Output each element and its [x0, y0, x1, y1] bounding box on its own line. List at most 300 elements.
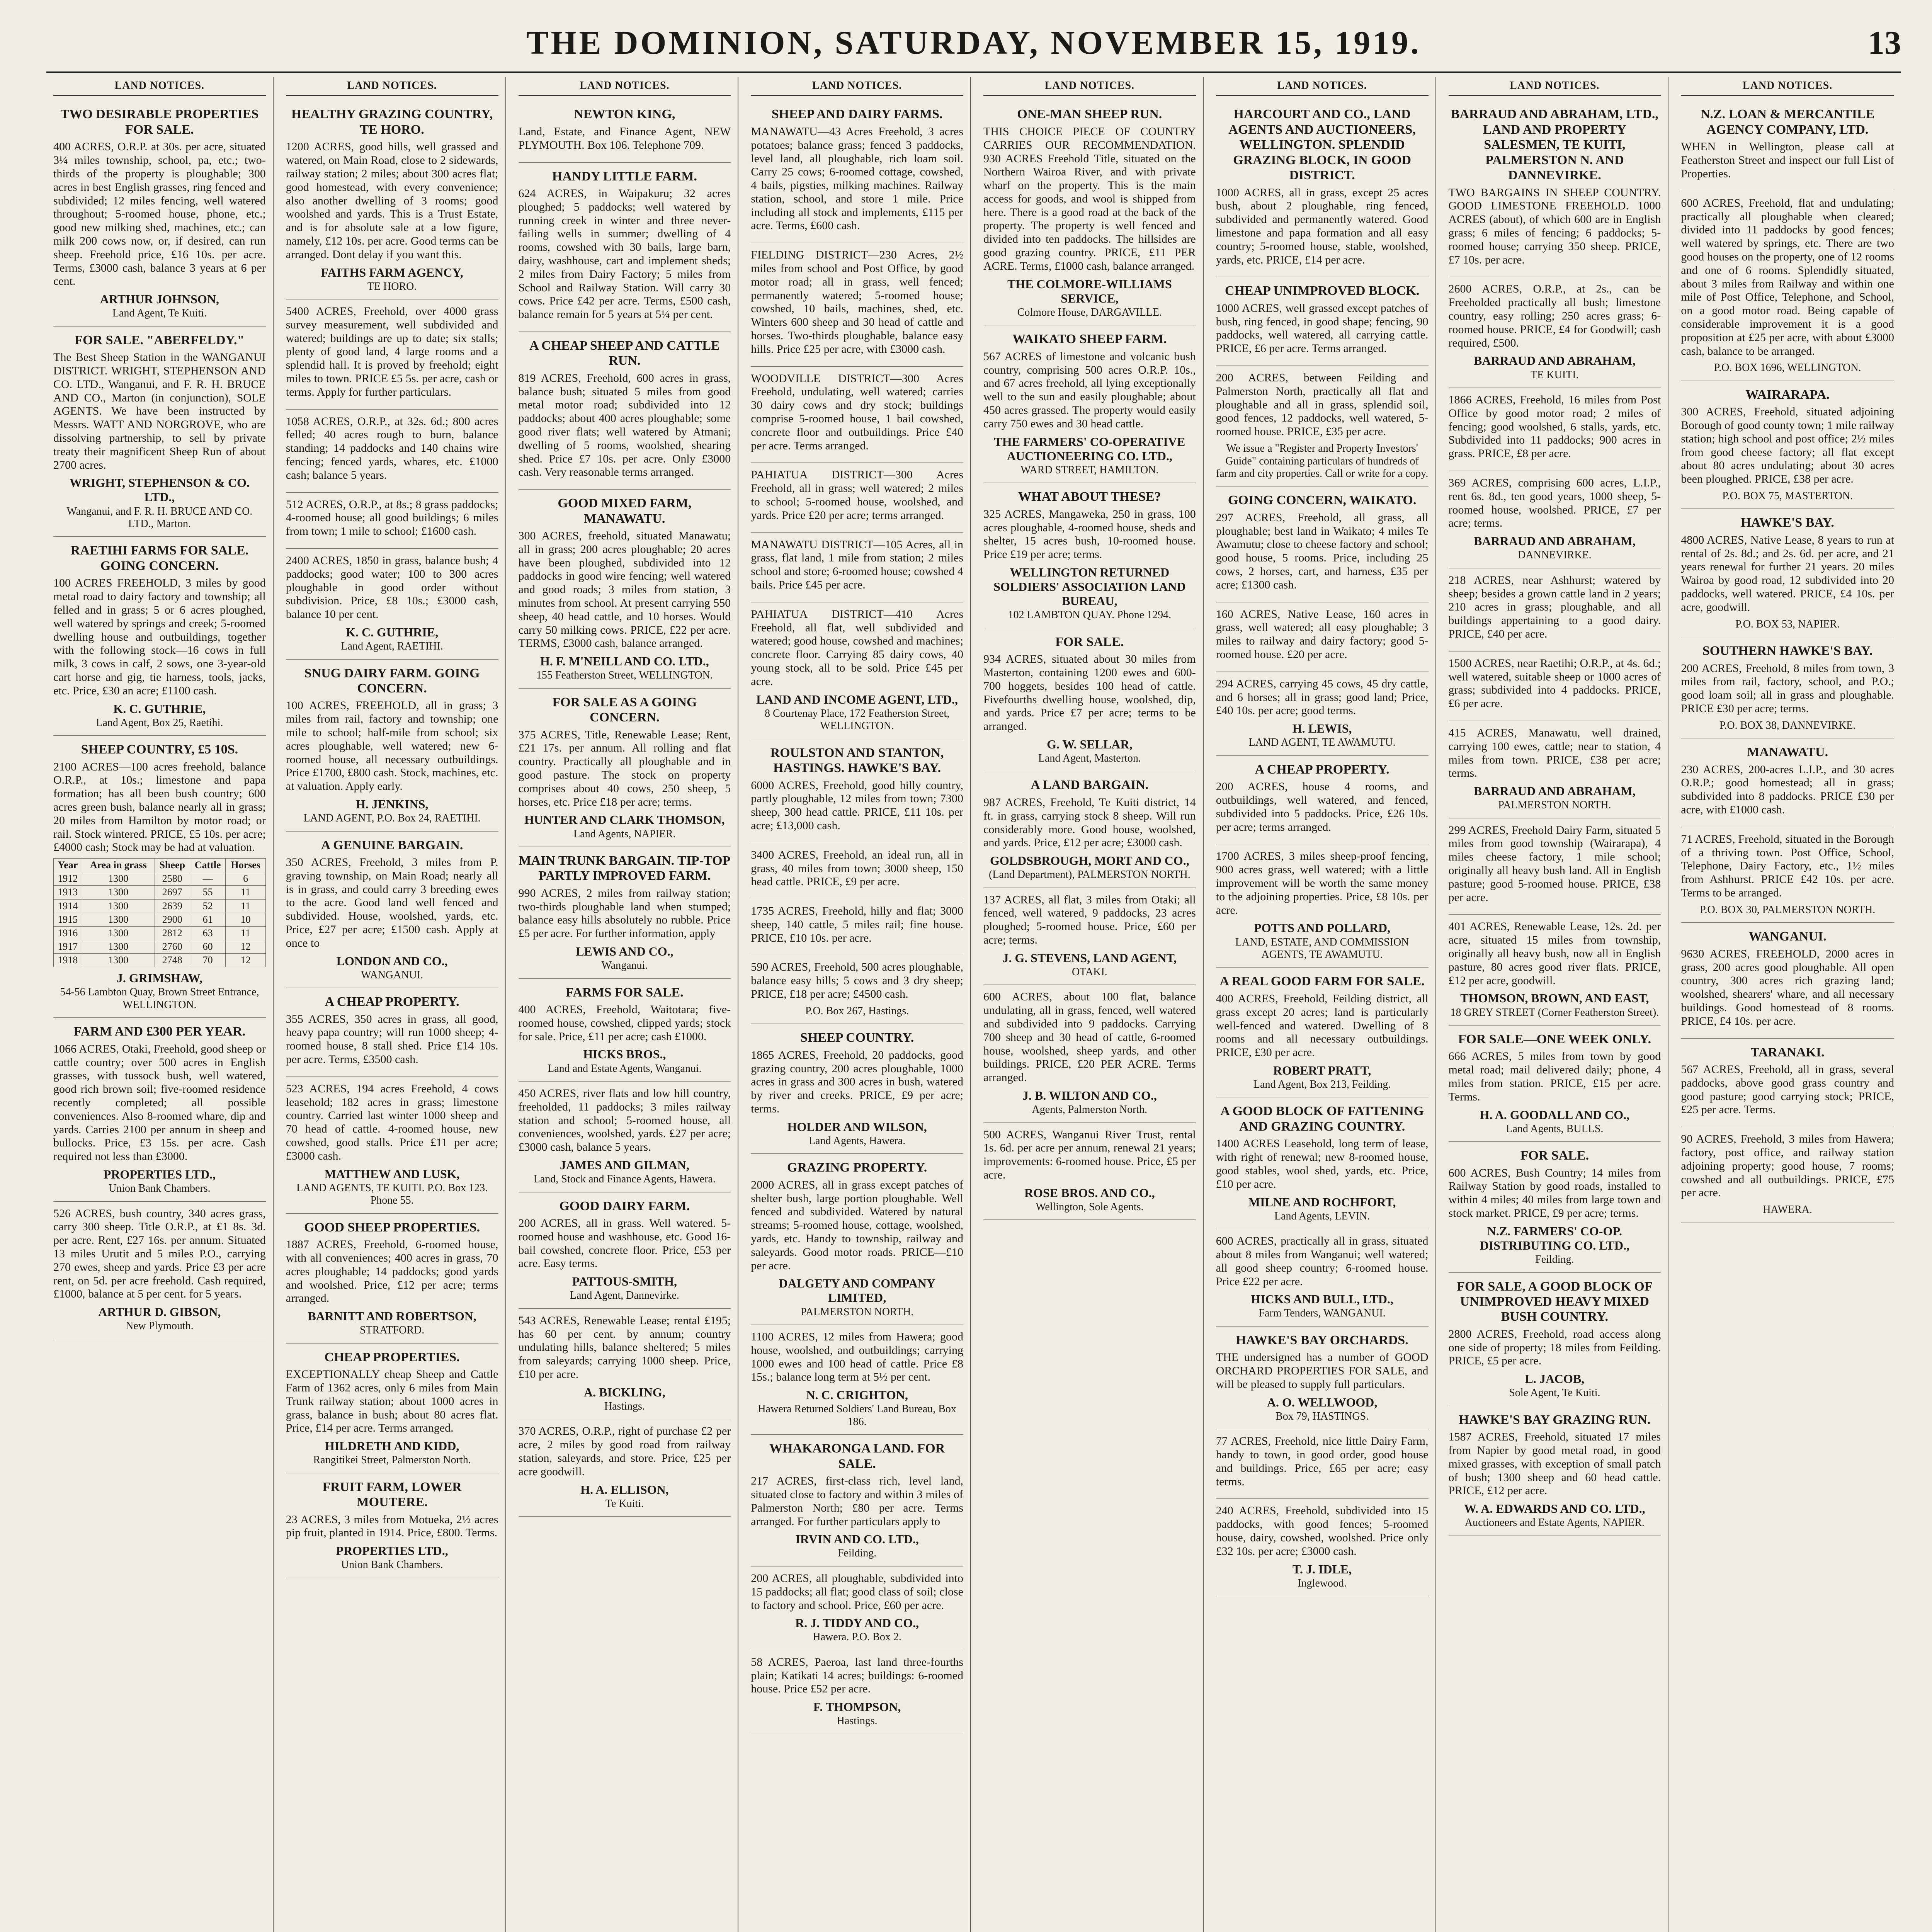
- ad-body: 297 ACRES, Freehold, all grass, all ploughable; best land in Waikato; 4 miles Te Awamutu; close to cheese factory and school; good house, 5 rooms. Price, including 25 cows, 2 horses, cart, and harness, £35 per acre; £1300 cash.: [1216, 511, 1429, 591]
- ad-agent: N. C. CRIGHTON,: [806, 1388, 908, 1402]
- table-cell: 1914: [54, 899, 82, 913]
- ad-body: 400 ACRES, O.R.P. at 30s. per acre, situated 3¼ miles township, school, pa, etc.; two-thirds of the property is ploughable; 300 acres in best English grasses, ring fenced and subdivided; 12 miles fencing, well watered throughout; 5-roomed house, phone, etc.; good new milking shed, machines, etc.; can milk 200 cows now, or, if desired, can run sheep. Freehold price, £16 10s. per acre. Terms, £3000 cash, balance 3 years at 6 per cent.: [53, 140, 266, 288]
- ad-body: 1700 ACRES, 3 miles sheep-proof fencing, 900 acres grass, well watered; with a little improvement will be worth the same money to the adjoining properties. Price, £8 10s. per acre.: [1216, 850, 1429, 917]
- table-row: [54, 913, 266, 926]
- ad-agent: H. F. M'NEILL AND CO. LTD.,: [540, 654, 709, 668]
- ad-title: GOING CONCERN, WAIKATO.: [1228, 493, 1417, 508]
- classified-ad: [983, 888, 1196, 985]
- ad-title: GOOD SHEEP PROPERTIES.: [304, 1220, 480, 1235]
- classified-ad: [286, 988, 498, 1077]
- ad-body: 299 ACRES, Freehold Dairy Farm, situated 5 miles from good township (Wairarapa), 4 miles cheese factory, 1 mile school; originally all heavy bush land. All in English pasture; good 5-roomed house. PRICE, £38 per acre.: [1448, 823, 1661, 904]
- table-cell: 52: [190, 899, 226, 913]
- ad-address: PALMERSTON NORTH.: [1498, 799, 1611, 811]
- ad-body: 500 ACRES, Wanganui River Trust, rental 1s. 6d. per acre per annum, renewal 21 years; improvements: 6-roomed house. Price, £5 per acre.: [983, 1128, 1196, 1181]
- table-cell: 1300: [82, 954, 155, 967]
- classified-ad: [751, 899, 963, 955]
- classified-ad: [751, 843, 963, 899]
- table-cell: 1300: [82, 886, 155, 899]
- classified-ad: [1681, 923, 1894, 1038]
- classified-ad: [1449, 277, 1661, 388]
- table-cell: 1300: [82, 872, 155, 886]
- classified-ad: [1681, 637, 1894, 738]
- table-cell: 11: [226, 899, 265, 913]
- ad-address: Farm Tenders, WANGANUI.: [1259, 1307, 1386, 1320]
- ad-title: WHAKARONGA LAND. FOR SALE.: [769, 1441, 945, 1471]
- classified-ad: [751, 1024, 963, 1154]
- ad-agent: FAITHS FARM AGENCY,: [321, 265, 463, 279]
- ad-agent: GOLDSBROUGH, MORT AND CO.,: [990, 854, 1189, 868]
- ad-body: 300 ACRES, Freehold, situated adjoining Borough of good county town; 1 mile railway station; high school and post office; 2½ miles from good cheese factory; all flat except about 80 acres undulating; about 30 acres been ploughed. PRICE, £38 per acre.: [1681, 405, 1894, 486]
- classified-ad: [1681, 191, 1894, 381]
- ad-agent: L. JACOB,: [1525, 1372, 1585, 1386]
- ad-body: 325 ACRES, Mangaweka, 250 in grass, 100 acres ploughable, 4-roomed house, sheds and shelter, 15 acres bush, 10-roomed house. Price £19 per acre; terms.: [983, 507, 1196, 561]
- ad-body: THE undersigned has a number of GOOD ORCHARD PROPERTIES FOR SALE, and will be pleased to supply full particulars.: [1216, 1351, 1429, 1391]
- ad-body: 543 ACRES, Renewable Lease; rental £195; has 60 per cent. by annum; country undulating hills, balance sheltered; 5 miles from saleyards; carrying 1000 sheep. Price, £10 per acre.: [518, 1314, 731, 1381]
- ad-body: 526 ACRES, bush country, 340 acres grass, carry 300 sheep. Title O.R.P., at £1 8s. 3d. per acre. Rent, £27 16s. per annum. Situated 13 miles Urutit and 5 miles P.O., carrying 270 ewes, sheep and yards. Price £3 per acre rent, on 5d. per acre freehold. Cash required, £1000, balance at 5 per cent. for 5 years.: [53, 1207, 266, 1301]
- table-row: [54, 899, 266, 913]
- ad-body: 1865 ACRES, Freehold, 20 paddocks, good grazing country, 200 acres ploughable, 1000 acres in grass and 300 acres in bush, watered by river and creeks. PRICE, £9 per acre; terms.: [751, 1048, 963, 1115]
- ad-title: WAIKATO SHEEP FARM.: [1012, 332, 1167, 347]
- ad-address: Land Agents, Hawera.: [808, 1134, 906, 1147]
- table-row: [54, 926, 266, 940]
- ad-title: MAIN TRUNK BARGAIN. TIP-TOP PARTLY IMPROVED FARM.: [519, 854, 731, 883]
- classified-ad: [519, 1419, 731, 1517]
- classified-ad: [53, 1202, 266, 1339]
- ad-address: OTAKI.: [1071, 966, 1107, 978]
- ad-body: 200 ACRES, house 4 rooms, and outbuildings, well watered, and fenced, subdivided into 5 paddocks. Price, £26 10s. per acre; terms arranged.: [1216, 780, 1429, 833]
- ad-agent: BARRAUD AND ABRAHAM,: [1474, 354, 1636, 368]
- ad-address: 54-56 Lambton Quay, Brown Street Entrance, WELLINGTON.: [60, 986, 259, 1011]
- ad-agent: K. C. GUTHRIE,: [113, 701, 206, 716]
- ad-body: 23 ACRES, 3 miles from Motueka, 2½ acres pip fruit, planted in 1914. Price, £800. Terms.: [286, 1513, 498, 1539]
- ad-body: 934 ACRES, situated about 30 miles from Masterton, containing 1200 ewes and 600-700 hoggets, besides 100 head of cattle. Fivefourths dwelling house, woolshed, dip, and yards. Price £7 per acre; terms to be arranged.: [983, 653, 1196, 733]
- classified-ad: [751, 1650, 963, 1734]
- ad-body: 1200 ACRES, good hills, well grassed and watered, on Main Road, close to 2 sidewards, railway station; 2 miles; about 300 acres flat; good homestead, with every convenience; also another dwelling of 3 rooms; good woolshed and yards. This is a Trust Estate, and is for absolute sale at a low figure, namely, £12 10s. per acre. Good terms can be arranged. Dont delay if you want this.: [286, 140, 498, 261]
- classified-ad: [1449, 651, 1661, 721]
- ad-body: PAHIATUA DISTRICT—410 Acres Freehold, all flat, well subdivided and watered; good house, cowshed and machines; concrete floor. Carrying 85 dairy cows, 40 young stock, all to be sold. Price £45 per acre.: [751, 607, 963, 688]
- classified-ad: [286, 832, 498, 988]
- ad-agent: H. JENKINS,: [355, 797, 429, 811]
- ad-title: FRUIT FARM, LOWER MOUTERE.: [322, 1480, 462, 1510]
- classified-ad: [1216, 672, 1429, 756]
- ad-body: 600 ACRES, Freehold, flat and undulating; practically all ploughable when cleared; divided into 11 paddocks by good fences; well watered by springs, etc. There are two good houses on the property, one of 12 rooms and one of 6 rooms. Splendidly situated, about 3 miles from Railway and within one mile of Post Office, Telephone, and School, on a good motor road. Being capable of considerable improvement it is a good proposition at £25 per acre, with about £3000 cash, balance to be arranged.: [1681, 196, 1894, 357]
- ad-address: (Land Department), PALMERSTON NORTH.: [989, 869, 1190, 881]
- classified-ad: [751, 367, 963, 463]
- ad-title: FOR SALE AS A GOING CONCERN.: [552, 695, 697, 725]
- classified-ad: [1681, 509, 1894, 637]
- table-cell: 12: [226, 954, 265, 967]
- ad-address: Hawera Returned Soldiers' Land Bureau, Box 186.: [758, 1403, 956, 1428]
- column-heading: LAND NOTICES.: [1216, 77, 1429, 96]
- ad-body: 600 ACRES, Bush Country; 14 miles from Railway Station by good roads, installed to within 4 miles; 40 miles from large town and stock market. PRICE, £9 per acre; terms.: [1448, 1166, 1661, 1220]
- ad-title: HAWKE'S BAY ORCHARDS.: [1236, 1333, 1408, 1347]
- classified-ad: [286, 100, 498, 299]
- ad-address: WARD STREET, HAMILTON.: [1020, 464, 1159, 476]
- ad-agent: J. G. STEVENS, LAND AGENT,: [1002, 951, 1177, 965]
- classified-ad: [519, 1309, 731, 1420]
- ad-body: 990 ACRES, 2 miles from railway station; two-thirds ploughable land when stumped; balance easy hills absolutely no rubble. Price £5 per acre. For further information, apply: [518, 886, 731, 940]
- table-header-cell: Horses: [226, 859, 265, 872]
- ad-address: P.O. BOX 38, DANNEVIRKE.: [1719, 719, 1856, 731]
- table-cell: 1917: [54, 940, 82, 954]
- classified-ad: [751, 1566, 963, 1650]
- classified-ad: [1216, 486, 1429, 602]
- ad-body: 401 ACRES, Renewable Lease, 12s. 2d. per acre, situated 15 miles from township, originally all heavy bush, now all in English pasture, 80 acres good river flats. PRICE, £12 per acre, goodwill.: [1448, 920, 1661, 987]
- table-cell: 70: [190, 954, 226, 967]
- classified-ad: [286, 410, 498, 493]
- ad-title: A REAL GOOD FARM FOR SALE.: [1219, 974, 1425, 989]
- classified-ad: [519, 847, 731, 979]
- ad-title: SHEEP COUNTRY.: [800, 1031, 914, 1045]
- ad-agent: MILNE AND ROCHFORT,: [1248, 1195, 1396, 1209]
- ad-title: N.Z. LOAN & MERCANTILE AGENCY COMPANY, LTD.: [1700, 107, 1875, 137]
- ad-body: Land, Estate, and Finance Agent, NEW PLYMOUTH. Box 106. Telephone 709.: [518, 125, 731, 151]
- ad-address: Land Agent, Box 25, Raetihi.: [96, 716, 223, 729]
- table-cell: 60: [190, 940, 226, 954]
- ad-address: WANGANUI.: [361, 969, 423, 981]
- ad-agent: HICKS BROS.,: [583, 1047, 666, 1061]
- ad-body: 2400 ACRES, 1850 in grass, balance bush; 4 paddocks; good water; 100 to 300 acres ploughable in good order without subdivision. Price, £8 10s.; £3000 cash, balance 10 per cent.: [286, 554, 498, 621]
- table-header-row: [54, 859, 266, 872]
- ad-agent: MATTHEW AND LUSK,: [324, 1167, 460, 1181]
- table-cell: 2639: [155, 899, 190, 913]
- ad-title: FOR SALE.: [1055, 634, 1124, 649]
- ad-title: SNUG DAIRY FARM. GOING CONCERN.: [304, 666, 480, 696]
- ad-body: 370 ACRES, O.R.P., right of purchase £2 per acre, 2 miles by good road from railway station, saleyards, and store. Price, £25 per acre goodwill.: [518, 1425, 731, 1478]
- ad-address: P.O. BOX 53, NAPIER.: [1735, 618, 1840, 630]
- table-cell: 6: [226, 872, 265, 886]
- table-cell: 61: [190, 913, 226, 926]
- ad-address: We issue a "Register and Property Investors' Guide" containing particulars of hundreds of farm and city properties. Call or write for a copy.: [1216, 442, 1429, 480]
- classified-ad: [983, 628, 1196, 772]
- ad-agent: THOMSON, BROWN, AND EAST,: [1460, 991, 1649, 1005]
- ad-agent: T. J. IDLE,: [1293, 1562, 1352, 1576]
- ad-address: 18 GREY STREET (Corner Featherston Street).: [1450, 1006, 1659, 1019]
- ad-address: Hawera. P.O. Box 2.: [813, 1631, 901, 1643]
- ad-title: MANAWATU.: [1747, 745, 1828, 760]
- ad-agent: WELLINGTON RETURNED SOLDIERS' ASSOCIATION LAND BUREAU,: [993, 565, 1186, 608]
- ad-title: HEALTHY GRAZING COUNTRY, TE HORO.: [291, 107, 493, 137]
- ad-body: 450 ACRES, river flats and low hill country, freeholded, 11 paddocks; 3 miles railway station and school; 5-roomed house, all conveniences, woolshed, yards. £27 per acre; £3000 cash, balance 5 years.: [518, 1087, 731, 1154]
- classified-ad: [286, 1473, 498, 1578]
- table-cell: 1916: [54, 926, 82, 940]
- ad-title: NEWTON KING,: [574, 107, 675, 122]
- ad-body: 4800 ACRES, Native Lease, 8 years to run at rental of 2s. 8d.; and 2s. 6d. per acre, and 21 years renewal for further 21 years. 20 miles Wairoa by good road, 12 subdivided into 20 paddocks, well watered. PRICE, £4 10s. per acre, goodwill.: [1681, 533, 1894, 614]
- ad-body: 1500 ACRES, near Raetihi; O.R.P., at 4s. 6d.; well watered, suitable sheep or 1000 acres of grass; subdivided into 4 paddocks. PRICE, £6 per acre.: [1448, 656, 1661, 710]
- ad-body: 567 ACRES of limestone and volcanic bush country, comprising 500 acres O.R.P. 10s., and 67 acres freehold, all lying exceptionally well to the sun and easily ploughable; about 450 acres grassed. The property would easily carry 750 ewes and 30 head cattle.: [983, 350, 1196, 430]
- ad-title: BARRAUD AND ABRAHAM, LTD., LAND AND PROPERTY SALESMEN, TE KUITI, PALMERSTON N. AND DANNEVIRKE.: [1451, 107, 1658, 183]
- ad-title: ROULSTON AND STANTON, HASTINGS. HAWKE'S BAY.: [770, 745, 944, 776]
- classified-ad: [1449, 1406, 1661, 1536]
- ad-agent: PROPERTIES LTD.,: [336, 1544, 448, 1558]
- table-header-cell: Year: [54, 859, 82, 872]
- column-3: [512, 77, 739, 1932]
- classified-ad: [286, 1077, 498, 1214]
- ad-address: P.O. Box 267, Hastings.: [805, 1005, 909, 1017]
- ad-body: 137 ACRES, all flat, 3 miles from Otaki; all fenced, well watered, 9 paddocks, 23 acres ploughed; 5-roomed house. Price, £60 per acre; terms.: [983, 893, 1196, 947]
- classified-ad: [1449, 1026, 1661, 1142]
- ad-body: 375 ACRES, Title, Renewable Lease; Rent, £21 17s. per annum. All rolling and flat country. Practically all ploughable and in good pasture. The stock on property comprises about 40 cows, 250 sheep, 5 horses, etc. Price £18 per acre; terms.: [518, 728, 731, 808]
- ad-body: TWO BARGAINS IN SHEEP COUNTRY. GOOD LIMESTONE FREEHOLD. 1000 ACRES (about), of which 600 are in English grass; 6 miles of fencing; 6 paddocks; 5-roomed house; carrying 350 sheep. PRICE, £7 10s. per acre.: [1448, 186, 1661, 266]
- masthead-rule: [46, 71, 1901, 73]
- classified-ad: [751, 602, 963, 739]
- ad-address: Land Agents, BULLS.: [1506, 1122, 1604, 1135]
- ad-body: 218 ACRES, near Ashhurst; watered by sheep; besides a grown cattle land in 2 years; 210 acres in grass; ploughable, and all buildings appertaining to a good dairy. PRICE, £40 per acre.: [1448, 573, 1661, 640]
- ad-title: A CHEAP SHEEP AND CATTLE RUN.: [529, 338, 720, 368]
- classified-ad: [1449, 915, 1661, 1026]
- ad-agent: A. BICKLING,: [584, 1385, 665, 1399]
- ad-agent: THE COLMORE-WILLIAMS SERVICE,: [1007, 277, 1172, 305]
- ad-address: PALMERSTON NORTH.: [800, 1306, 914, 1318]
- ad-address: LAND, ESTATE, AND COMMISSION AGENTS, TE AWAMUTU.: [1235, 936, 1409, 961]
- ad-body: 1866 ACRES, Freehold, 16 miles from Post Office by good motor road; 2 miles of fencing; good woolshed, 6 stalls, yards, etc. Subdivided into 11 paddocks; 900 acres in grass. PRICE, £8 per acre.: [1448, 393, 1661, 460]
- ad-address: Feilding.: [1535, 1253, 1574, 1266]
- table-cell: 1918: [54, 954, 82, 967]
- ad-address: Land Agents, NAPIER.: [573, 828, 676, 840]
- classified-ad: [1681, 1039, 1894, 1128]
- ad-title: SHEEP COUNTRY, £5 10S.: [81, 742, 238, 757]
- classified-ad: [751, 100, 963, 243]
- classified-ad: [519, 1082, 731, 1192]
- table-cell: 10: [226, 913, 265, 926]
- ad-title: HARCOURT AND CO., LAND AGENTS AND AUCTIONEERS, WELLINGTON. SPLENDID GRAZING BLOCK, IN GOOD DISTRICT.: [1228, 107, 1416, 183]
- ad-body: 294 ACRES, carrying 45 cows, 45 dry cattle, and 6 horses; all in grass; good land; Price, £40 10s. per acre; good terms.: [1216, 677, 1429, 717]
- column-4: [744, 77, 971, 1932]
- ad-body: 1887 ACRES, Freehold, 6-roomed house, with all conveniences; 400 acres in grass, 70 acres ploughable; 14 paddocks; good yards and woolshed. Price, £12 per acre; terms arranged.: [286, 1238, 498, 1305]
- ad-agent: THE FARMERS' CO-OPERATIVE AUCTIONEERING CO. LTD.,: [994, 434, 1185, 463]
- classified-ad: [519, 979, 731, 1082]
- ad-body: 217 ACRES, first-class rich, level land, situated close to factory and within 3 miles of Palmerston North; £80 per acre. Terms arranged. For further particulars apply to: [751, 1475, 963, 1528]
- ad-address: TE KUITI.: [1531, 369, 1579, 381]
- classified-ad: [1449, 1142, 1661, 1272]
- ad-body: 1000 ACRES, well grassed except patches of bush, ring fenced, in good shape; fencing, 90 paddocks, well watered, all carrying cattle. PRICE, £6 per acre. Terms arranged.: [1216, 301, 1429, 355]
- ad-title: SHEEP AND DAIRY FARMS.: [771, 107, 943, 122]
- ad-body: 1400 ACRES Leasehold, long term of lease, with right of renewal; new 8-roomed house, good stables, wool shed, yards, etc. Price, £10 per acre.: [1216, 1137, 1429, 1190]
- ad-body: 9630 ACRES, FREEHOLD, 2000 acres in grass, 200 acres good ploughable. All open country, 300 acres rich grazing land; woolshed, shearers' whare, and all necessary buildings. Good homestead of 8 rooms. PRICE, £4 10s. per acre.: [1681, 947, 1894, 1027]
- ad-agent: W. A. EDWARDS AND CO. LTD.,: [1464, 1502, 1645, 1516]
- ad-agent: DALGETY AND COMPANY LIMITED,: [779, 1276, 935, 1305]
- classified-ad: [53, 537, 266, 736]
- ad-title: TARANAKI.: [1750, 1045, 1825, 1060]
- classified-ad: [1681, 738, 1894, 827]
- classified-ad: [519, 689, 731, 847]
- ad-address: Te Kuiti.: [605, 1497, 644, 1510]
- ad-body: 200 ACRES, Freehold, 8 miles from town, 3 miles from rail, factory, school, and P.O.; good loam soil; all in grass and ploughable. PRICE £30 per acre; terms.: [1681, 662, 1894, 715]
- classified-ad: [1449, 721, 1661, 818]
- classified-ad: [53, 736, 266, 1018]
- ad-title: CHEAP UNIMPROVED BLOCK.: [1225, 284, 1420, 298]
- classified-ad: [519, 490, 731, 689]
- table-cell: 2748: [155, 954, 190, 967]
- ad-address: Agents, Palmerston North.: [1032, 1104, 1148, 1116]
- table-cell: 1300: [82, 913, 155, 926]
- ad-agent: H. LEWIS,: [1292, 721, 1352, 736]
- ad-agent: G. W. SELLAR,: [1047, 737, 1133, 751]
- classified-ad: [983, 1123, 1196, 1220]
- classified-ad: [751, 739, 963, 843]
- ad-body: 200 ACRES, all in grass. Well watered. 5-roomed house and washhouse, etc. Good 16-bail cowshed, concrete floor. Price, £53 per acre. Easy terms.: [518, 1217, 731, 1270]
- ad-title: A GOOD BLOCK OF FATTENING AND GRAZING COUNTRY.: [1220, 1104, 1424, 1134]
- table-header-cell: Area in grass: [82, 859, 155, 872]
- ad-address: DANNEVIRKE.: [1518, 549, 1592, 561]
- ad-agent: WRIGHT, STEPHENSON & CO. LTD.,: [69, 476, 250, 504]
- classified-ad: [286, 1344, 498, 1473]
- ad-address: Inglewood.: [1298, 1577, 1347, 1589]
- ad-agent: H. A. GOODALL AND CO.,: [1480, 1107, 1630, 1122]
- ad-body: 600 ACRES, about 100 flat, balance undulating, all in grass, fenced, well watered and subdivided into 9 paddocks. Carrying 700 sheep and 30 head of cattle, 6-roomed house, woolshed, sheep yards, and other buildings. PRICE, £20 PER ACRE. Terms arranged.: [983, 990, 1196, 1084]
- ad-agent: BARRAUD AND ABRAHAM,: [1474, 534, 1636, 548]
- ad-body: 160 ACRES, Native Lease, 160 acres in grass, well watered; all easy ploughable; 3 miles to railway and dairy factory; good 5-roomed house. £20 per acre.: [1216, 607, 1429, 661]
- classified-ad: [1216, 366, 1429, 486]
- classified-ad: [519, 100, 731, 162]
- ad-address: P.O. BOX 75, MASTERTON.: [1722, 490, 1853, 502]
- ad-agent: A. O. WELLWOOD,: [1267, 1395, 1378, 1409]
- ad-agent: LEWIS AND CO.,: [576, 944, 673, 959]
- newspaper-title: THE DOMINION, SATURDAY, NOVEMBER 15, 1919.: [526, 24, 1421, 61]
- classified-ad: [983, 771, 1196, 888]
- classified-ad: [1449, 471, 1661, 568]
- ad-agent: IRVIN AND CO. LTD.,: [795, 1532, 919, 1546]
- ad-agent: JAMES AND GILMAN,: [560, 1158, 689, 1172]
- ad-address: LAND AGENT, P.O. Box 24, RAETIHI.: [303, 812, 481, 825]
- ad-body: THIS CHOICE PIECE OF COUNTRY CARRIES OUR RECOMMENDATION. 930 ACRES Freehold Title, situated on the Northern Wairoa River, and with private wharf on the property. This is the main access for goods, and wool is shipped from here. There is a good road at the back of the property. The property is well fenced and divided into ten paddocks. The hillsides are good grazing country. PRICE, £11 PER ACRE. Terms, £1000 cash, balance arranged.: [983, 125, 1196, 272]
- ad-title: TWO DESIRABLE PROPERTIES FOR SALE.: [60, 107, 259, 137]
- ad-body: WOODVILLE DISTRICT—300 Acres Freehold, undulating, well watered; carries 30 dairy cows and dry stock; buildings comprise 5-roomed house, 1 bail cowshed, concrete floor and outbuildings. Price £40 per acre. Terms arranged.: [751, 372, 963, 452]
- ad-body: 77 ACRES, Freehold, nice little Dairy Farm, handy to town, in good order, good house and buildings. Price, £65 per acre; easy terms.: [1216, 1435, 1429, 1488]
- classified-ad: [1216, 844, 1429, 968]
- ad-body: 58 ACRES, Paeroa, last land three-fourths plain; Katikati 14 acres; buildings: 6-roomed house. Price £52 per acre.: [751, 1655, 963, 1696]
- ad-body: 1058 ACRES, O.R.P., at 32s. 6d.; 800 acres felled; 40 acres rough to burn, balance standing; 14 paddocks and 140 chains wire fencing; fenced yards, whares, etc. £1000 cash; balance 5 years.: [286, 415, 498, 481]
- classified-ad: [751, 1154, 963, 1325]
- stock-table: [53, 858, 266, 967]
- ad-agent: J. GRIMSHAW,: [116, 971, 202, 985]
- ad-title: A LAND BARGAIN.: [1031, 778, 1149, 793]
- ad-title: RAETIHI FARMS FOR SALE. GOING CONCERN.: [70, 543, 249, 573]
- ad-address: P.O. BOX 1696, WELLINGTON.: [1714, 362, 1861, 374]
- ad-body: FIELDING DISTRICT—230 Acres, 2½ miles from school and Post Office, by good motor road; all in grass, well fenced; permanently watered; 5-roomed house; cowshed, 10 bails, machines, shed, etc. Winters 600 sheep and 30 head of cattle and horses. Two-thirds ploughable, balance easy hills. Price £25 per acre, with £3000 cash.: [751, 248, 963, 355]
- classified-ad: [751, 955, 963, 1024]
- table-cell: 11: [226, 926, 265, 940]
- classified-ad: [751, 1435, 963, 1566]
- ad-title: HANDY LITTLE FARM.: [552, 169, 697, 184]
- column-2: [279, 77, 506, 1932]
- classified-ad: [286, 1214, 498, 1344]
- ad-title: WHAT ABOUT THESE?: [1018, 490, 1161, 504]
- classified-ad: [286, 299, 498, 410]
- table-cell: 1300: [82, 899, 155, 913]
- table-cell: 2697: [155, 886, 190, 899]
- ad-agent: J. B. WILTON AND CO.,: [1022, 1088, 1157, 1103]
- table-cell: 2900: [155, 913, 190, 926]
- ad-address: 102 LAMBTON QUAY. Phone 1294.: [1008, 609, 1172, 621]
- ad-address: Rangitikei Street, Palmerston North.: [313, 1454, 471, 1466]
- classified-ad: [53, 100, 266, 326]
- ad-title: FARMS FOR SALE.: [566, 985, 684, 1000]
- ad-agent: HUNTER AND CLARK THOMSON,: [524, 813, 725, 827]
- ad-title: WANGANUI.: [1748, 929, 1827, 944]
- ad-agent: ARTHUR JOHNSON,: [100, 292, 219, 306]
- classified-ad: [1216, 968, 1429, 1097]
- ad-address: Land Agent, Dannevirke.: [570, 1289, 679, 1302]
- ad-agent: N.Z. FARMERS' CO-OP. DISTRIBUTING CO. LTD.,: [1480, 1224, 1630, 1252]
- classified-ad: [983, 985, 1196, 1122]
- column-1: [46, 77, 274, 1932]
- ad-address: Land Agent, Masterton.: [1038, 752, 1141, 765]
- classified-ad: [1681, 381, 1894, 509]
- masthead: [46, 23, 1901, 66]
- ad-address: Hastings.: [604, 1400, 645, 1412]
- ad-body: 100 ACRES, FREEHOLD, all in grass; 3 miles from rail, factory and township; one mile to school; half-mile from school; six acres ploughable, well watered; new 6-roomed house, all necessary outbuildings. Price £1700, £800 cash. Stock, machines, etc. at valuation. Apply early.: [286, 699, 498, 793]
- ad-body: 400 ACRES, Freehold, Waitotara; five-roomed house, cowshed, clipped yards; stock for sale. Price, £11 per acre; cash £1000.: [518, 1003, 731, 1043]
- table-row: [54, 886, 266, 899]
- column-heading: LAND NOTICES.: [1681, 77, 1894, 96]
- ad-body: 1066 ACRES, Otaki, Freehold, good sheep or cattle country; over 500 acres in English grasses, with tussock bush, well watered, good rich brown soil; five-roomed residence recently completed; all possible conveniences. Also 8-roomed whare, dip and yards. Carries 2100 per annum in sheep and bullocks. Price, £3 15s. per acre. Cash required not less than £3000.: [53, 1042, 266, 1163]
- ad-body: 3400 ACRES, Freehold, an ideal run, all in grass, 40 miles from town; 3000 sheep, 150 head cattle. PRICE, £9 per acre.: [751, 848, 963, 888]
- ad-body: 71 ACRES, Freehold, situated in the Borough of a thriving town. Post Office, School, Telephone, Dairy Factory, etc., 1½ miles from Ashhurst. PRICE £42 10s. per acre. Terms to be arranged.: [1681, 832, 1894, 900]
- classified-ad: [286, 549, 498, 660]
- table-cell: —: [190, 872, 226, 886]
- ad-agent: PROPERTIES LTD.,: [103, 1167, 216, 1181]
- ad-address: Land and Estate Agents, Wanganui.: [548, 1062, 702, 1075]
- page-number: 13: [1868, 24, 1901, 61]
- ad-title: A CHEAP PROPERTY.: [1255, 762, 1389, 777]
- column-heading: LAND NOTICES.: [53, 77, 266, 96]
- ad-body: 2100 ACRES—100 acres freehold, balance O.R.P., at 10s.; limestone and papa formation; has all been bush country; 600 acres green bush, balance nearly all in grass; 20 miles from Hamilton by motor road; or rail. Stock wintered. PRICE, £5 10s. per acre; £4000 cash; Stock may be had at valuation.: [53, 760, 266, 854]
- ad-address: Land, Stock and Finance Agents, Hawera.: [533, 1173, 716, 1185]
- ad-body: 2600 ACRES, O.R.P., at 2s., can be Freeholded practically all bush; limestone country, easy rolling; 250 acres grass; 6-roomed house. PRICE, £4 for Goodwill; cash required, £500.: [1448, 282, 1661, 349]
- ad-address: Feilding.: [837, 1547, 877, 1560]
- ad-title: HAWKE'S BAY.: [1741, 515, 1834, 530]
- ad-address: Wanganui, and F. R. H. BRUCE AND CO. LTD., Marton.: [66, 505, 253, 530]
- table-cell: 12: [226, 940, 265, 954]
- column-heading: LAND NOTICES.: [751, 77, 963, 96]
- column-6: [1209, 77, 1436, 1932]
- ad-body: 590 ACRES, Freehold, 500 acres ploughable, balance easy hills; 5 cows and 3 dry sheep; PRICE, £18 per acre; £4500 cash.: [751, 961, 963, 1001]
- classified-ad: [1216, 602, 1429, 672]
- classified-ad: [1449, 388, 1661, 471]
- ad-address: Union Bank Chambers.: [341, 1559, 443, 1571]
- classified-ad: [519, 1192, 731, 1309]
- table-row: [54, 872, 266, 886]
- ad-agent: HICKS AND BULL, LTD.,: [1251, 1292, 1393, 1306]
- ad-address: New Plymouth.: [125, 1320, 194, 1332]
- ad-body: 369 ACRES, comprising 600 acres, L.I.P., rent 6s. 8d., ten good years, 1000 sheep, 5-roomed house, woolshed. PRICE, £7 per acre; terms.: [1448, 476, 1661, 530]
- ad-address: HAWERA.: [1763, 1204, 1812, 1216]
- column-heading: LAND NOTICES.: [983, 77, 1196, 96]
- table-cell: 1912: [54, 872, 82, 886]
- ad-body: MANAWATU—43 Acres Freehold, 3 acres potatoes; balance grass; fenced 3 paddocks, level land, all ploughable, rich loam soil. Carry 25 cows; 6-roomed cottage, cowshed, 4 bails, pigsties, milking machines. Railway station, school, and store 1 mile. Price including all stock and implements, £115 per acre. Terms, £600 cash.: [751, 125, 963, 232]
- ad-body: 2800 ACRES, Freehold, road access along one side of property; 18 miles from Feilding. PRICE, £5 per acre.: [1448, 1327, 1661, 1367]
- classified-ad: [286, 493, 498, 549]
- table-row: [54, 954, 266, 967]
- classified-ad: [1449, 568, 1661, 651]
- classified-ad: [1216, 1097, 1429, 1229]
- ad-body: 200 ACRES, between Feilding and Palmerston North, practically all flat and ploughable and all in grass, splendid soil, good fences, 12 paddocks, well watered, 5-roomed house. PRICE, £35 per acre.: [1216, 371, 1429, 438]
- classified-ad: [1449, 1273, 1661, 1406]
- classified-ad: [751, 463, 963, 532]
- table-header-cell: Cattle: [190, 859, 226, 872]
- table-cell: 1300: [82, 926, 155, 940]
- ad-title: FOR SALE. "ABERFELDY.": [75, 333, 245, 347]
- ad-address: Sole Agent, Te Kuiti.: [1509, 1387, 1600, 1399]
- classified-ad: [1216, 100, 1429, 277]
- ad-agent: LONDON AND CO.,: [336, 954, 448, 968]
- table-cell: 55: [190, 886, 226, 899]
- classified-ad: [983, 100, 1196, 325]
- ad-address: LAND AGENTS, TE KUITI. P.O. Box 123. Phone 55.: [296, 1182, 488, 1207]
- classified-ad: [751, 533, 963, 602]
- table-cell: 2580: [155, 872, 190, 886]
